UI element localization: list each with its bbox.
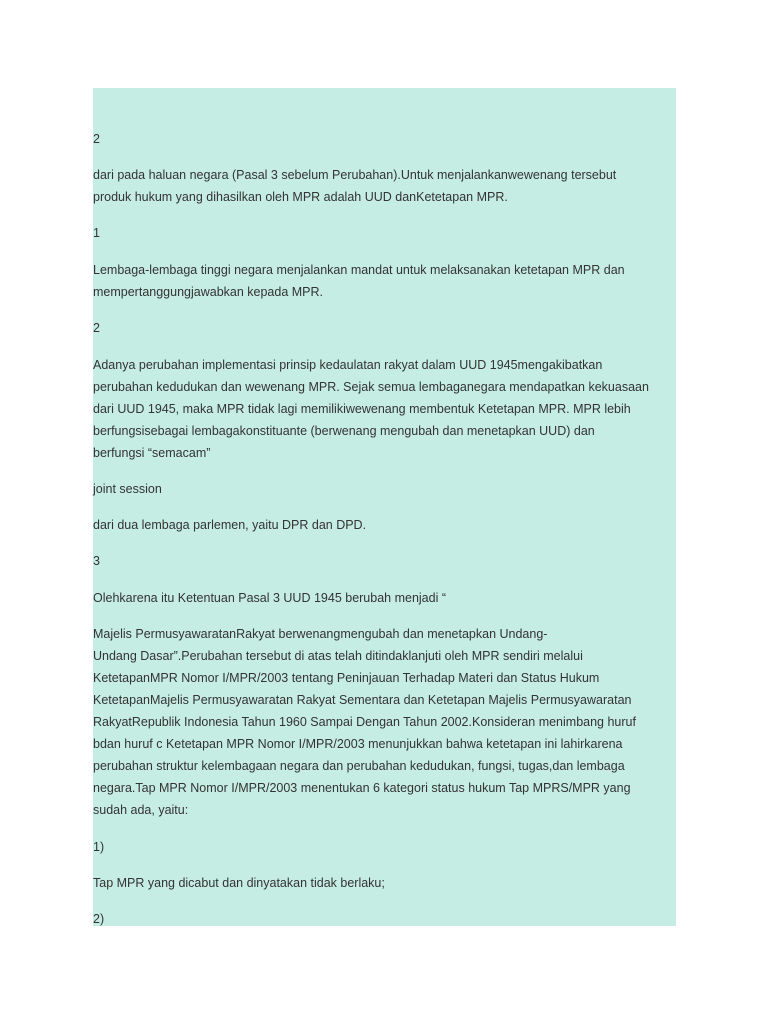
footnote-marker: 2: [93, 321, 100, 335]
paragraph-line: joint session: [93, 482, 162, 496]
page-number: 2: [93, 132, 100, 146]
paragraph-line: Undang Dasar”.Perubahan tersebut di atas telah ditindaklanjuti oleh MPR sendiri melalui: [93, 649, 583, 663]
paragraph-line: perubahan kedudukan dan wewenang MPR. Sejak semua lembaganegara mendapatkan kekuasaan: [93, 380, 649, 394]
footnote-marker: 1: [93, 226, 100, 240]
paragraph-line: Olehkarena itu Ketentuan Pasal 3 UUD 1945 berubah menjadi “: [93, 591, 446, 605]
paragraph-line: berfungsi “semacam”: [93, 446, 211, 460]
paragraph-line: produk hukum yang dihasilkan oleh MPR adalah UUD danKetetapan MPR.: [93, 190, 508, 204]
paragraph-line: mempertanggungjawabkan kepada MPR.: [93, 285, 323, 299]
paragraph-line: berfungsisebagai lembagakonstituante (berwenang mengubah dan menetapkan UUD) dan: [93, 424, 595, 438]
paragraph-line: negara.Tap MPR Nomor I/MPR/2003 menentukan 6 kategori status hukum Tap MPRS/MPR yang: [93, 781, 631, 795]
paragraph-line: perubahan struktur kelembagaan negara dan perubahan kedudukan, fungsi, tugas,dan lembaga: [93, 759, 625, 773]
paragraph-line: Majelis PermusyawaratanRakyat berwenangmengubah dan menetapkan Undang-: [93, 627, 548, 641]
paragraph-line: dari UUD 1945, maka MPR tidak lagi memilikiwewenang membentuk Ketetapan MPR. MPR lebih: [93, 402, 631, 416]
paragraph-line: sudah ada, yaitu:: [93, 803, 189, 817]
paragraph-line: KetetapanMajelis Permusyawaratan Rakyat Sementara dan Ketetapan Majelis Permusyawaratan: [93, 693, 632, 707]
paragraph-line: Lembaga-lembaga tinggi negara menjalankan mandat untuk melaksanakan ketetapan MPR dan: [93, 263, 625, 277]
list-marker: 1): [93, 840, 105, 854]
paragraph-line: dari dua lembaga parlemen, yaitu DPR dan DPD.: [93, 518, 367, 532]
paragraph-line: KetetapanMPR Nomor I/MPR/2003 tentang Peninjauan Terhadap Materi dan Status Hukum: [93, 671, 600, 685]
paragraph-line: RakyatRepublik Indonesia Tahun 1960 Sampai Dengan Tahun 2002.Konsideran menimbang huruf: [93, 715, 636, 729]
paragraph-line: dari pada haluan negara (Pasal 3 sebelum Perubahan).Untuk menjalankanwewenang tersebut: [93, 168, 617, 182]
paragraph-line: Adanya perubahan implementasi prinsip kedaulatan rakyat dalam UUD 1945mengakibatkan: [93, 358, 603, 372]
footnote-marker: 3: [93, 554, 100, 568]
list-item: Tap MPR yang dicabut dan dinyatakan tidak berlaku;: [93, 876, 385, 890]
document-page: [93, 88, 676, 926]
paragraph-line: bdan huruf c Ketetapan MPR Nomor I/MPR/2003 menunjukkan bahwa ketetapan ini lahirkarena: [93, 737, 623, 751]
list-marker: 2): [93, 912, 105, 926]
